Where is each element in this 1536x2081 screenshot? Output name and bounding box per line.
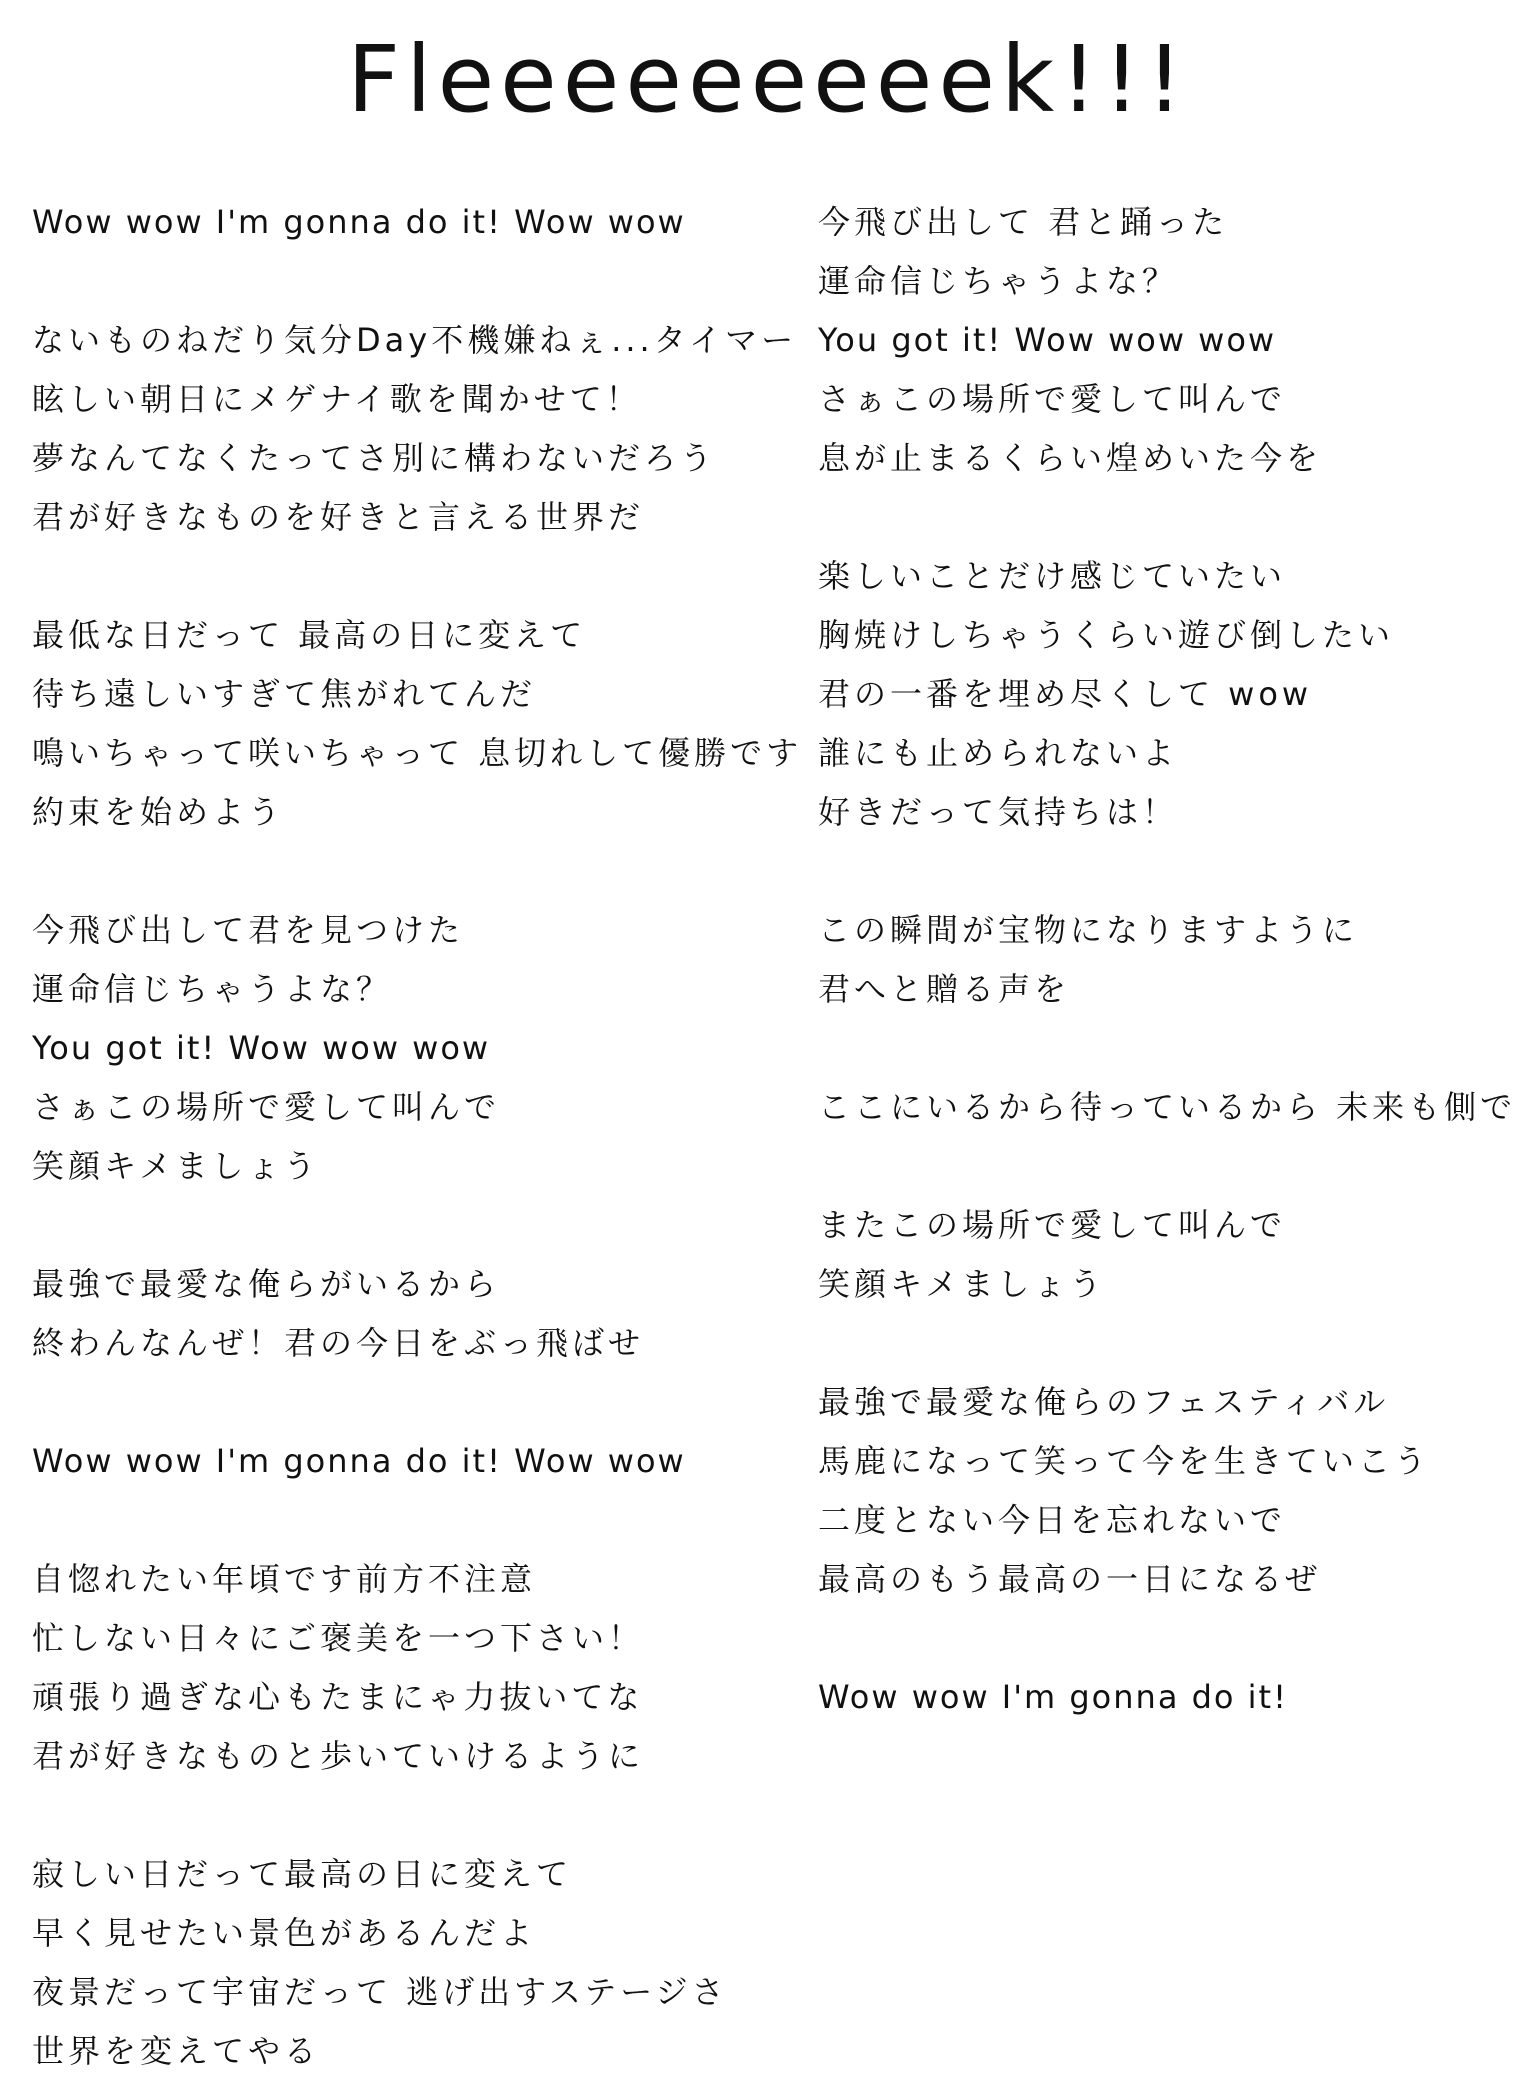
stanza-break <box>32 1196 772 1255</box>
lyric-line: またこの場所で愛して叫んで <box>818 1206 1287 1244</box>
lyric-line: 最低な日だって 最高の日に変えて <box>32 616 587 654</box>
lyric-line: 運命信じちゃうよな？ <box>818 262 1179 300</box>
stanza-break <box>818 488 1518 547</box>
lyric-line: 最高のもう最高の一日になるぜ <box>818 1560 1322 1598</box>
lyric-line: 世界を変えてやる <box>32 2032 321 2070</box>
stanza-break <box>32 1786 772 1845</box>
stanza-break <box>32 1491 772 1550</box>
stanza-break <box>818 1314 1518 1373</box>
lyric-line: 君が好きなものを好きと言える世界だ <box>32 498 645 536</box>
lyric-line: 最強で最愛な俺らのフェスティバル <box>818 1383 1390 1421</box>
lyric-line: 頑張り過ぎな心もたまにゃ力抜いてな <box>32 1678 644 1716</box>
lyric-line: 息が止まるくらい煌めいた今を <box>818 439 1323 477</box>
lyric-line: 最強で最愛な俺らがいるから <box>32 1265 501 1303</box>
lyrics-column-right <box>818 193 1518 1727</box>
lyric-line: Wow wow I'm gonna do it! <box>818 1678 1288 1716</box>
lyric-line: 夜景だって宇宙だって 逃げ出すステージさ <box>32 1973 728 2011</box>
lyric-line: 君へと贈る声を <box>818 970 1071 1008</box>
lyric-line: 自惚れたい年頃です前方不注意 <box>32 1560 537 1598</box>
lyric-line: 運命信じちゃうよな？ <box>32 970 393 1008</box>
lyric-line: さぁこの場所で愛して叫んで <box>32 1088 501 1126</box>
lyric-line: You got it! Wow wow wow <box>32 1029 491 1067</box>
lyric-line: 忙しない日々にご褒美を一つ下さい！ <box>32 1619 645 1657</box>
lyric-line: 今飛び出して 君と踊った <box>818 203 1229 241</box>
lyric-line: 胸焼けしちゃうくらい遊び倒したい <box>818 616 1395 654</box>
lyric-line: You got it! Wow wow wow <box>818 321 1277 359</box>
stanza-break <box>32 842 772 901</box>
lyric-line: 夢なんてなくたってさ別に構わないだろう <box>32 439 717 477</box>
stanza-break <box>818 1137 1518 1196</box>
lyric-line: この瞬間が宝物になりますように <box>818 911 1359 949</box>
lyric-line: 早く見せたい景色があるんだよ <box>32 1914 537 1952</box>
lyric-line: 寂しい日だって最高の日に変えて <box>32 1855 573 1893</box>
lyric-line: Wow wow I'm gonna do it! Wow wow <box>32 203 686 241</box>
lyric-line: 君が好きなものと歩いていけるように <box>32 1737 645 1775</box>
stanza-break <box>818 842 1518 901</box>
stanza-break <box>818 1609 1518 1668</box>
stanza-break <box>32 547 772 606</box>
lyric-line: 二度とない今日を忘れないで <box>818 1501 1287 1539</box>
lyrics-column-left <box>32 193 803 2081</box>
lyric-line: 好きだって気持ちは！ <box>818 793 1179 831</box>
lyric-line: ないものねだり気分Day不機嫌ねぇ...タイマー <box>32 321 798 359</box>
lyric-line: 楽しいことだけ感じていたい <box>818 557 1287 595</box>
lyric-line: 笑顔キメましょう <box>32 1147 320 1185</box>
song-title: Fleeeeeeeeek!!! <box>347 26 1189 133</box>
lyric-line: 鳴いちゃって咲いちゃって 息切れして優勝です <box>32 734 803 772</box>
stanza-break <box>32 252 772 311</box>
lyric-line: ここにいるから待っているから 未来も側で <box>818 1088 1517 1126</box>
lyric-line: Wow wow I'm gonna do it! Wow wow <box>32 1442 686 1480</box>
stanza-break <box>818 1019 1518 1078</box>
lyric-line: 今飛び出して君を見つけた <box>32 911 465 949</box>
lyric-line: 笑顔キメましょう <box>818 1265 1106 1303</box>
lyric-line: 終わんなんぜ！君の今日をぶっ飛ばせ <box>32 1324 645 1362</box>
lyric-line: 待ち遠しいすぎて焦がれてんだ <box>32 675 537 713</box>
lyric-line: 約束を始めよう <box>32 793 285 831</box>
lyric-line: 馬鹿になって笑って今を生きていこう <box>818 1442 1431 1480</box>
lyric-line: さぁこの場所で愛して叫んで <box>818 380 1287 418</box>
lyric-line: 君の一番を埋め尽くして wow <box>818 675 1313 713</box>
lyric-line: 眩しい朝日にメゲナイ歌を聞かせて！ <box>32 380 642 418</box>
lyric-line: 誰にも止められないよ <box>818 734 1179 772</box>
stanza-break <box>32 1373 772 1432</box>
